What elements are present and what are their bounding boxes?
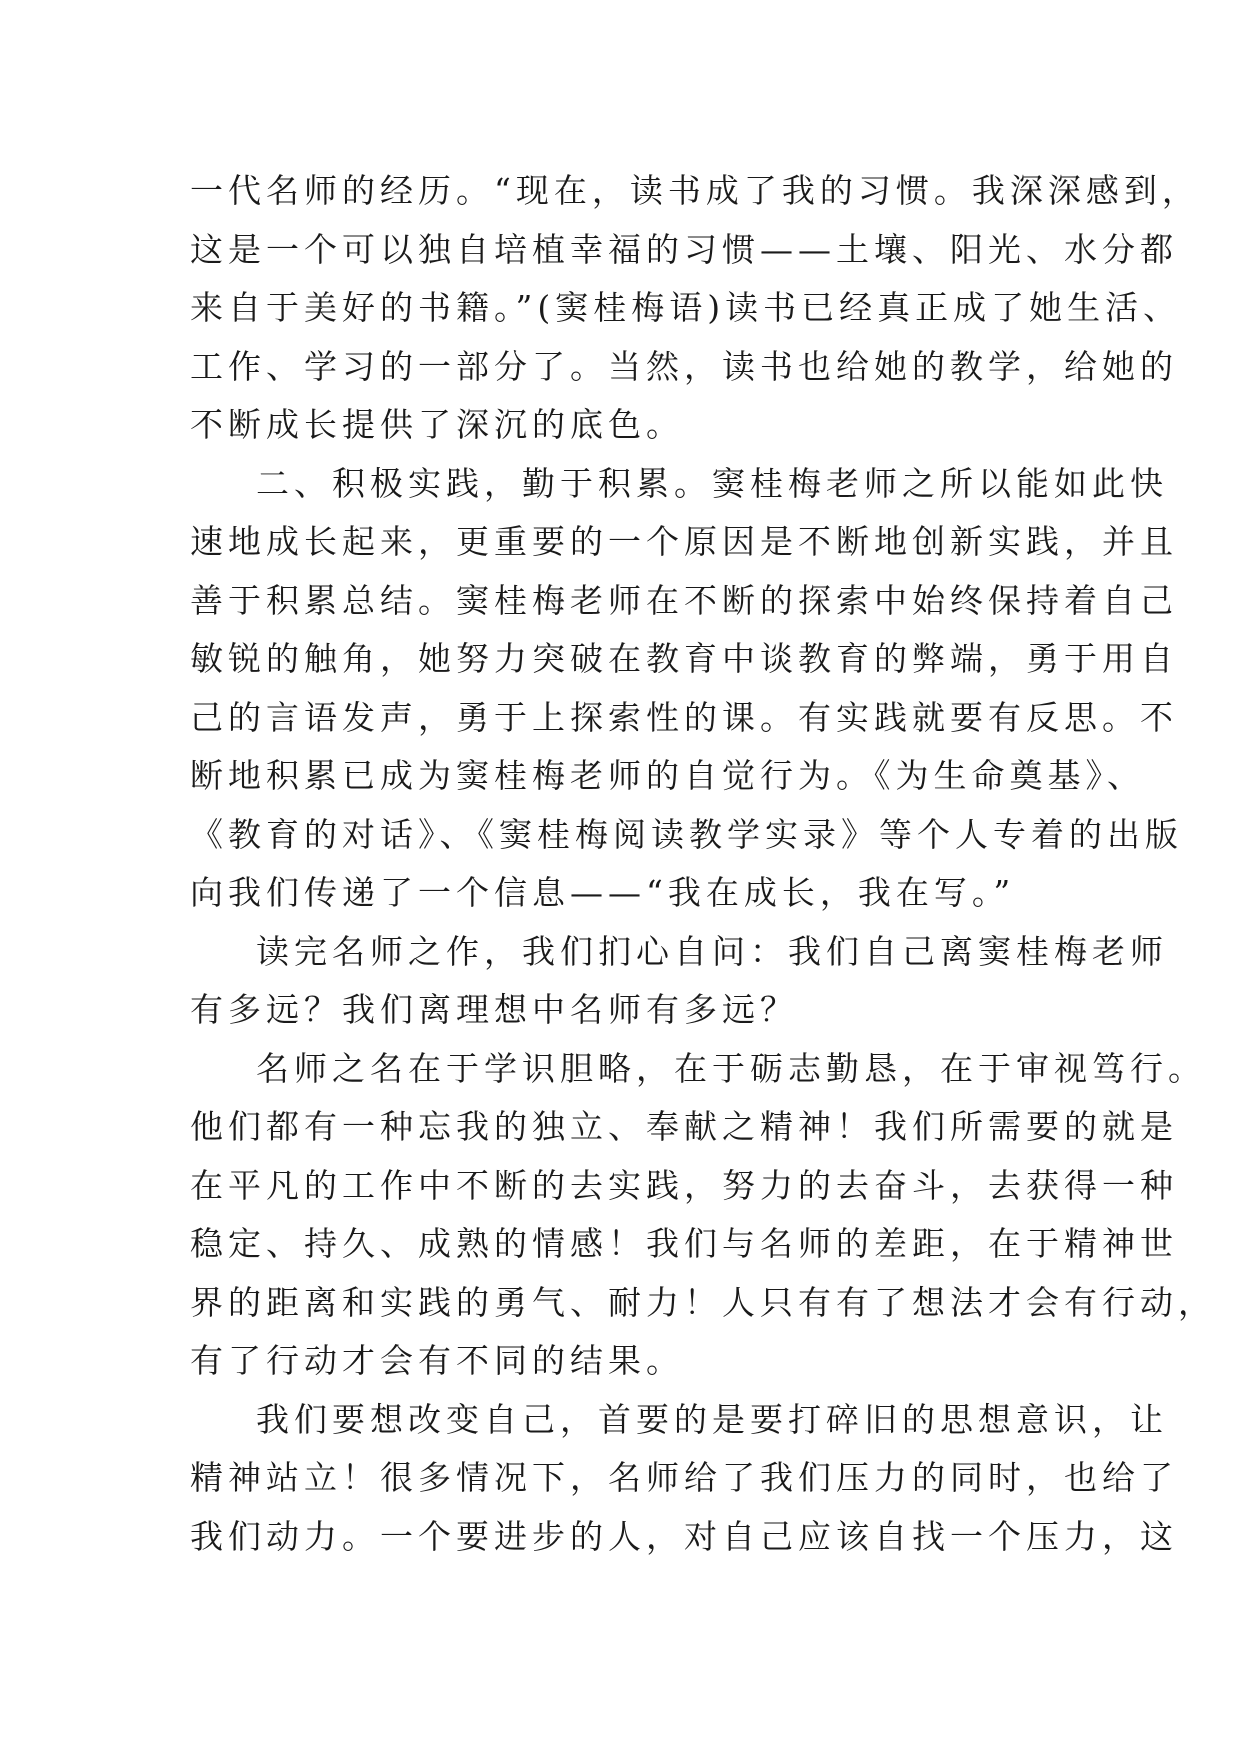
text-line: 精神站立！很多情况下，名师给了我们压力的同时，也给了: [190, 1458, 1178, 1497]
text-line: 一代名师的经历。“现在，读书成了我的习惯。我深深感到，: [190, 171, 1200, 210]
text-line: 这是一个可以独自培植幸福的习惯——土壤、阳光、水分都: [190, 229, 1178, 269]
text-line: 断地积累已成为窦桂梅老师的自觉行为。《为生命奠基》、: [190, 756, 1145, 795]
text-line: 有了行动才会有不同的结果。: [190, 1341, 684, 1380]
paragraph-start-line: 我们要想改变自己，首要的是要打碎旧的思想意识，让: [256, 1399, 1168, 1439]
paragraph-start-line: 二、积极实践，勤于积累。窦桂梅老师之所以能如此快: [256, 463, 1168, 503]
text-line: 有多远？我们离理想中名师有多远？: [190, 990, 798, 1029]
text-line: 我们动力。一个要进步的人，对自己应该自找一个压力，这: [190, 1516, 1178, 1556]
text-line: 在平凡的工作中不断的去实践，努力的去奋斗，去获得一种: [190, 1165, 1178, 1205]
text-line: 《教育的对话》、《窦桂梅阅读教学实录》等个人专着的出版: [190, 814, 1183, 854]
text-line: 他们都有一种忘我的独立、奉献之精神！我们所需要的就是: [190, 1107, 1178, 1146]
paragraph-start-line: 名师之名在于学识胆略，在于砺志勤恳，在于审视笃行。: [256, 1048, 1206, 1088]
paragraph-start-line: 读完名师之作，我们扪心自问：我们自己离窦桂梅老师: [256, 931, 1168, 971]
text-line: 善于积累总结。窦桂梅老师在不断的探索中始终保持着自己: [190, 580, 1178, 620]
text-line: 敏锐的触角，她努力突破在教育中谈教育的弊端，勇于用自: [190, 639, 1178, 678]
text-line: 己的言语发声，勇于上探索性的课。有实践就要有反思。不: [190, 697, 1178, 737]
document-body: [190, 162, 1216, 1566]
text-line: 来自于美好的书籍。”(窦桂梅语)读书已经真正成了她生活、: [190, 288, 1182, 327]
text-line: 速地成长起来，更重要的一个原因是不断地创新实践，并且: [190, 522, 1178, 561]
text-line: 向我们传递了一个信息——“我在成长，我在写。”: [190, 873, 1016, 912]
text-line: 工作、学习的一部分了。当然，读书也给她的教学，给她的: [190, 346, 1178, 386]
text-line: 界的距离和实践的勇气、耐力！人只有有了想法才会有行动，: [190, 1282, 1216, 1322]
text-line: 不断成长提供了深沉的底色。: [190, 405, 684, 444]
text-line: 稳定、持久、成熟的情感！我们与名师的差距，在于精神世: [190, 1224, 1178, 1263]
